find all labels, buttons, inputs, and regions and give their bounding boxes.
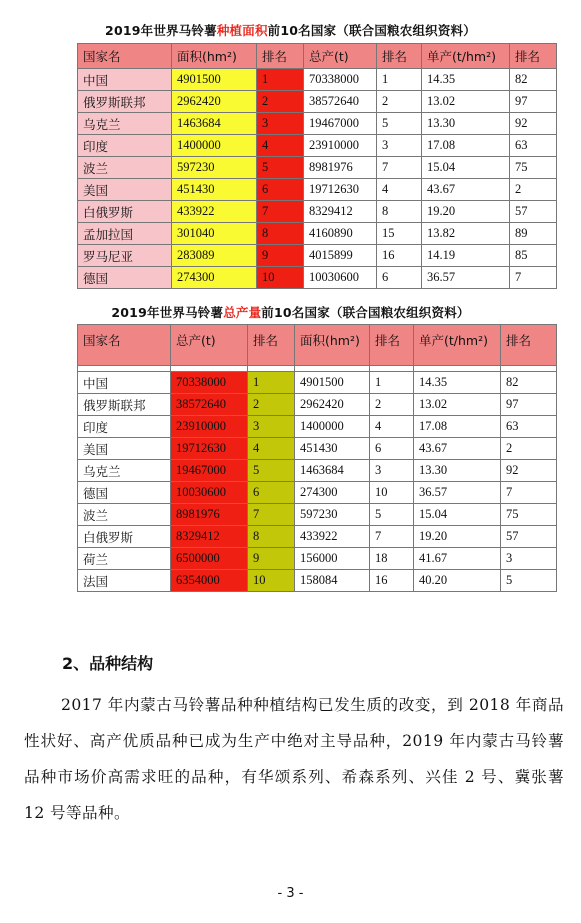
- cell-country: 德国: [78, 267, 172, 289]
- page-number: - 3 -: [277, 886, 304, 901]
- cell-value-a: 10030600: [171, 482, 248, 504]
- cell-yield-rank: 92: [510, 113, 557, 135]
- cell-rank-a: 9: [257, 245, 304, 267]
- total-production-table-body: [78, 366, 557, 592]
- cell-value-b: 433922: [295, 526, 370, 548]
- cell-country: 波兰: [78, 157, 172, 179]
- table-row: [78, 91, 557, 113]
- cell-country: 荷兰: [78, 548, 171, 570]
- cell-rank-b: 1: [377, 69, 422, 91]
- cell-value-b: 4015899: [304, 245, 377, 267]
- cell-yield: 36.57: [414, 482, 501, 504]
- header-yield-rank: 排名: [510, 44, 557, 69]
- cell-rank-b: 3: [370, 460, 414, 482]
- cell-value-b: 1463684: [295, 460, 370, 482]
- table-header-row: [78, 44, 557, 69]
- cell-rank-b: 4: [377, 179, 422, 201]
- cell-value-b: 4901500: [295, 372, 370, 394]
- cell-yield-rank: 75: [501, 504, 557, 526]
- cell-country: 俄罗斯联邦: [78, 394, 171, 416]
- cell-rank-b: 6: [377, 267, 422, 289]
- cell-value-b: 38572640: [304, 91, 377, 113]
- cell-rank-a: 2: [257, 91, 304, 113]
- table-row: [78, 526, 557, 548]
- header-yield: 单产(t/hm²): [414, 325, 501, 366]
- cell-value-a: 19467000: [171, 460, 248, 482]
- table1-title-highlight: 种植面积: [216, 23, 268, 38]
- cell-yield: 15.04: [422, 157, 510, 179]
- table-row: [78, 201, 557, 223]
- cell-value-a: 19712630: [171, 438, 248, 460]
- table-row: [78, 113, 557, 135]
- cell-rank-a: 10: [257, 267, 304, 289]
- cell-country: 印度: [78, 416, 171, 438]
- table-header-row: [78, 325, 557, 366]
- cell-value-b: 4160890: [304, 223, 377, 245]
- cell-value-a: 597230: [172, 157, 257, 179]
- cell-yield-rank: 2: [510, 179, 557, 201]
- cell-rank-b: 1: [370, 372, 414, 394]
- cell-yield-rank: 7: [501, 482, 557, 504]
- table-row: [78, 570, 557, 592]
- cell-value-a: 38572640: [171, 394, 248, 416]
- section-paragraph: 2017 年内蒙古马铃薯品种种植结构已发生质的改变，到 2018 年商品性状好、高产优质品种已成为生产中绝对主导品种，2019 年内蒙古马铃薯品种市场价高需求旺的品种，有华颂系列、希森系列、兴佳 2 号、冀张薯 12 号等品种。: [24, 696, 564, 822]
- cell-rank-b: 5: [370, 504, 414, 526]
- cell-rank-b: 2: [370, 394, 414, 416]
- cell-value-a: 283089: [172, 245, 257, 267]
- cell-rank-a: 9: [248, 548, 295, 570]
- cell-yield: 13.02: [414, 394, 501, 416]
- cell-rank-a: 10: [248, 570, 295, 592]
- cell-rank-a: 5: [248, 460, 295, 482]
- cell-value-a: 8329412: [171, 526, 248, 548]
- cell-rank-a: 5: [257, 157, 304, 179]
- table-row: [78, 245, 557, 267]
- cell-rank-b: 2: [377, 91, 422, 113]
- cell-value-b: 1400000: [295, 416, 370, 438]
- cell-yield-rank: 7: [510, 267, 557, 289]
- cell-yield: 14.35: [414, 372, 501, 394]
- cell-rank-b: 6: [370, 438, 414, 460]
- cell-value-b: 156000: [295, 548, 370, 570]
- cell-yield-rank: 85: [510, 245, 557, 267]
- header-area-rank: 排名: [370, 325, 414, 366]
- cell-country: 印度: [78, 135, 172, 157]
- header-area: 面积(hm²): [295, 325, 370, 366]
- cell-value-a: 451430: [172, 179, 257, 201]
- cell-rank-a: 6: [257, 179, 304, 201]
- cell-value-a: 23910000: [171, 416, 248, 438]
- cell-rank-b: 16: [377, 245, 422, 267]
- cell-yield-rank: 63: [501, 416, 557, 438]
- cell-country: 乌克兰: [78, 113, 172, 135]
- table-row: [78, 504, 557, 526]
- cell-rank-b: 7: [370, 526, 414, 548]
- header-production-rank: 排名: [377, 44, 422, 69]
- header-yield-rank: 排名: [501, 325, 557, 366]
- table-row: [78, 548, 557, 570]
- header-production: 总产(t): [171, 325, 248, 366]
- header-production-rank: 排名: [248, 325, 295, 366]
- table1-title: [0, 21, 581, 39]
- cell-rank-b: 4: [370, 416, 414, 438]
- table-row: [78, 69, 557, 91]
- table-row: [78, 394, 557, 416]
- cell-yield: 40.20: [414, 570, 501, 592]
- cell-value-b: 23910000: [304, 135, 377, 157]
- cell-value-b: 8981976: [304, 157, 377, 179]
- cell-rank-b: 16: [370, 570, 414, 592]
- table1-title-prefix: 2019年世界马铃薯: [105, 23, 217, 38]
- cell-country: 波兰: [78, 504, 171, 526]
- cell-value-a: 1400000: [172, 135, 257, 157]
- table-row: [78, 482, 557, 504]
- table2-title-prefix: 2019年世界马铃薯: [111, 305, 224, 320]
- cell-yield: 43.67: [414, 438, 501, 460]
- cell-yield: 14.19: [422, 245, 510, 267]
- cell-yield: 17.08: [422, 135, 510, 157]
- table-row: [78, 267, 557, 289]
- cell-yield: 13.30: [414, 460, 501, 482]
- cell-yield-rank: 82: [501, 372, 557, 394]
- cell-country: 中国: [78, 69, 172, 91]
- table2-title-highlight: 总产量: [223, 305, 262, 320]
- cell-value-b: 451430: [295, 438, 370, 460]
- cell-value-a: 1463684: [172, 113, 257, 135]
- cell-yield: 13.30: [422, 113, 510, 135]
- cell-rank-b: 18: [370, 548, 414, 570]
- table-row: [78, 460, 557, 482]
- cell-yield-rank: 75: [510, 157, 557, 179]
- cell-yield-rank: 97: [510, 91, 557, 113]
- cell-rank-a: 8: [248, 526, 295, 548]
- cell-country: 德国: [78, 482, 171, 504]
- cell-yield-rank: 57: [510, 201, 557, 223]
- cell-country: 孟加拉国: [78, 223, 172, 245]
- table-row: [78, 438, 557, 460]
- cell-value-a: 301040: [172, 223, 257, 245]
- cell-yield-rank: 2: [501, 438, 557, 460]
- cell-yield-rank: 89: [510, 223, 557, 245]
- cell-yield-rank: 82: [510, 69, 557, 91]
- cell-value-a: 433922: [172, 201, 257, 223]
- cell-yield: 13.02: [422, 91, 510, 113]
- cell-value-b: 8329412: [304, 201, 377, 223]
- cell-rank-a: 3: [248, 416, 295, 438]
- total-production-table: [77, 324, 557, 592]
- cell-rank-a: 6: [248, 482, 295, 504]
- planting-area-table: [77, 43, 557, 289]
- cell-country: 美国: [78, 179, 172, 201]
- cell-country: 中国: [78, 372, 171, 394]
- cell-yield: 19.20: [414, 526, 501, 548]
- cell-value-b: 70338000: [304, 69, 377, 91]
- cell-rank-b: 5: [377, 113, 422, 135]
- section-heading: 2、品种结构: [62, 654, 154, 673]
- cell-rank-b: 10: [370, 482, 414, 504]
- cell-country: 乌克兰: [78, 460, 171, 482]
- cell-value-b: 597230: [295, 504, 370, 526]
- cell-yield: 15.04: [414, 504, 501, 526]
- cell-yield: 13.82: [422, 223, 510, 245]
- cell-yield: 17.08: [414, 416, 501, 438]
- cell-value-b: 19467000: [304, 113, 377, 135]
- cell-rank-a: 3: [257, 113, 304, 135]
- cell-rank-a: 7: [248, 504, 295, 526]
- header-country: 国家名: [78, 325, 171, 366]
- table-row: [78, 416, 557, 438]
- cell-country: 罗马尼亚: [78, 245, 172, 267]
- cell-country: 美国: [78, 438, 171, 460]
- cell-value-a: 6354000: [171, 570, 248, 592]
- table-row: [78, 223, 557, 245]
- cell-yield: 41.67: [414, 548, 501, 570]
- cell-yield: 19.20: [422, 201, 510, 223]
- cell-yield-rank: 5: [501, 570, 557, 592]
- cell-rank-b: 3: [377, 135, 422, 157]
- cell-yield-rank: 97: [501, 394, 557, 416]
- cell-country: 白俄罗斯: [78, 201, 172, 223]
- cell-yield-rank: 92: [501, 460, 557, 482]
- cell-value-a: 8981976: [171, 504, 248, 526]
- cell-rank-a: 1: [248, 372, 295, 394]
- cell-rank-a: 4: [257, 135, 304, 157]
- cell-value-b: 158084: [295, 570, 370, 592]
- cell-rank-b: 8: [377, 201, 422, 223]
- cell-rank-a: 1: [257, 69, 304, 91]
- cell-country: 俄罗斯联邦: [78, 91, 172, 113]
- cell-value-b: 2962420: [295, 394, 370, 416]
- cell-rank-a: 4: [248, 438, 295, 460]
- cell-rank-b: 7: [377, 157, 422, 179]
- cell-yield: 36.57: [422, 267, 510, 289]
- cell-value-b: 274300: [295, 482, 370, 504]
- cell-value-a: 6500000: [171, 548, 248, 570]
- cell-country: 白俄罗斯: [78, 526, 171, 548]
- header-country: 国家名: [78, 44, 172, 69]
- cell-yield-rank: 57: [501, 526, 557, 548]
- cell-rank-b: 15: [377, 223, 422, 245]
- cell-value-a: 274300: [172, 267, 257, 289]
- table-row: [78, 135, 557, 157]
- cell-yield-rank: 63: [510, 135, 557, 157]
- header-area: 面积(hm²): [172, 44, 257, 69]
- table1-title-suffix: 前10名国家（联合国粮农组织资料）: [267, 23, 476, 38]
- cell-value-a: 4901500: [172, 69, 257, 91]
- header-yield: 单产(t/hm²): [422, 44, 510, 69]
- planting-area-table-body: [78, 69, 557, 289]
- cell-yield: 43.67: [422, 179, 510, 201]
- table-row: [78, 372, 557, 394]
- cell-rank-a: 7: [257, 201, 304, 223]
- cell-rank-a: 8: [257, 223, 304, 245]
- cell-yield-rank: 3: [501, 548, 557, 570]
- table-row: [78, 179, 557, 201]
- cell-country: 法国: [78, 570, 171, 592]
- cell-value-b: 19712630: [304, 179, 377, 201]
- header-production: 总产(t): [304, 44, 377, 69]
- cell-value-a: 2962420: [172, 91, 257, 113]
- cell-rank-a: 2: [248, 394, 295, 416]
- header-area-rank: 排名: [257, 44, 304, 69]
- cell-yield: 14.35: [422, 69, 510, 91]
- table-row: [78, 157, 557, 179]
- cell-value-a: 70338000: [171, 372, 248, 394]
- table2-title-suffix: 前10名国家（联合国粮农组织资料）: [261, 305, 470, 320]
- table2-title: [0, 303, 581, 321]
- cell-value-b: 10030600: [304, 267, 377, 289]
